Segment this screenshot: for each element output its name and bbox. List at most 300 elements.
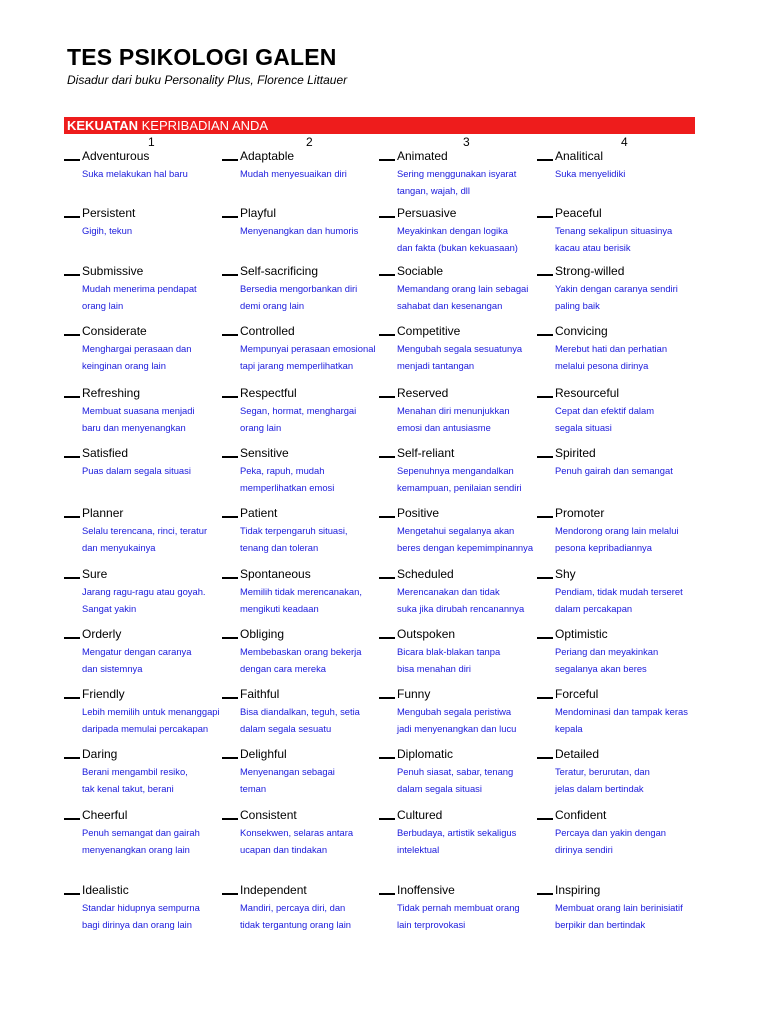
answer-blank[interactable] <box>537 456 553 458</box>
trait-description-line: Percaya dan yakin dengan <box>555 827 667 838</box>
answer-blank[interactable] <box>537 757 553 759</box>
trait-cell <box>240 149 392 183</box>
trait-word: Cheerful <box>82 808 128 822</box>
trait-description-line: Menyenangkan dan humoris <box>240 225 359 236</box>
trait-description-line: Periang dan meyakinkan <box>555 646 659 657</box>
trait-description <box>240 463 392 496</box>
trait-cell <box>555 324 707 374</box>
answer-blank[interactable] <box>222 757 238 759</box>
trait-description <box>397 764 549 797</box>
trait-description-line: Standar hidupnya sempurna <box>82 902 200 913</box>
trait-cell <box>240 808 392 858</box>
trait-word: Refreshing <box>82 386 141 400</box>
trait-description-line: Memandang orang lain sebagai <box>397 283 529 294</box>
trait-cell <box>397 687 549 737</box>
trait-description-line: Cepat dan efektif dalam <box>555 405 655 416</box>
answer-blank[interactable] <box>64 697 80 699</box>
trait-description-line: segala situasi <box>555 421 612 433</box>
trait-description-line: Teratur, berurutan, dan <box>555 766 650 777</box>
section-title-bold: KEKUATAN <box>67 118 139 133</box>
trait-description-line: Yakin dengan caranya sendiri <box>555 283 678 294</box>
answer-blank[interactable] <box>379 334 395 336</box>
trait-cell <box>82 264 234 314</box>
answer-blank[interactable] <box>379 697 395 699</box>
answer-blank[interactable] <box>64 159 80 161</box>
answer-blank[interactable] <box>537 334 553 336</box>
answer-blank[interactable] <box>222 577 238 579</box>
trait-word: Persistent <box>82 206 136 220</box>
trait-word: Competitive <box>397 324 461 338</box>
answer-blank[interactable] <box>222 334 238 336</box>
trait-cell <box>240 386 392 436</box>
trait-description-line: suka jika dirubah rencanannya <box>397 602 525 614</box>
answer-blank[interactable] <box>537 818 553 820</box>
page-title: TES PSIKOLOGI GALEN <box>67 44 337 70</box>
trait-description <box>82 825 234 858</box>
trait-description-line: bisa menahan diri <box>397 662 472 674</box>
trait-description-line: Mengatur dengan caranya <box>82 646 192 657</box>
trait-description <box>397 584 549 617</box>
trait-description-line: kacau atau berisik <box>555 241 631 253</box>
trait-description <box>555 463 707 480</box>
answer-blank[interactable] <box>379 216 395 218</box>
trait-description <box>555 403 707 436</box>
trait-description-line: Peka, rapuh, mudah <box>240 465 325 476</box>
answer-blank[interactable] <box>64 757 80 759</box>
trait-description <box>82 166 234 183</box>
column-number-2: 2 <box>306 135 313 149</box>
trait-word: Submissive <box>82 264 144 278</box>
answer-blank[interactable] <box>379 818 395 820</box>
trait-description-line: Mengubah segala sesuatunya <box>397 343 523 354</box>
trait-description <box>555 166 707 183</box>
trait-description-line: jadi menyenangkan dan lucu <box>397 722 517 734</box>
trait-word: Spontaneous <box>240 567 311 581</box>
answer-blank[interactable] <box>537 637 553 639</box>
trait-cell <box>555 149 707 183</box>
trait-cell <box>555 386 707 436</box>
answer-blank[interactable] <box>64 893 80 895</box>
answer-blank[interactable] <box>64 637 80 639</box>
trait-word: Obliging <box>240 627 285 641</box>
column-number-1: 1 <box>148 135 155 149</box>
trait-word: Delighful <box>240 747 287 761</box>
answer-blank[interactable] <box>379 637 395 639</box>
answer-blank[interactable] <box>379 159 395 161</box>
answer-blank[interactable] <box>64 456 80 458</box>
trait-cell <box>240 627 392 677</box>
answer-blank[interactable] <box>222 516 238 518</box>
trait-description <box>240 644 392 677</box>
trait-description-line: ucapan dan tindakan <box>240 843 328 855</box>
answer-blank[interactable] <box>222 697 238 699</box>
trait-description <box>82 764 234 797</box>
trait-description-line: Suka menyelidiki <box>555 168 626 179</box>
trait-description-line: kemampuan, penilaian sendiri <box>397 481 522 493</box>
trait-description <box>82 223 234 240</box>
trait-description <box>240 523 392 556</box>
trait-description-line: dan menyukainya <box>82 541 156 553</box>
trait-description-line: Bersedia mengorbankan diri <box>240 283 358 294</box>
trait-word: Optimistic <box>555 627 608 641</box>
trait-word: Strong-willed <box>555 264 625 278</box>
trait-description-line: dan sistemnya <box>82 662 143 674</box>
trait-description <box>555 523 707 556</box>
column-number-3: 3 <box>463 135 470 149</box>
answer-blank[interactable] <box>537 396 553 398</box>
trait-description <box>240 704 392 737</box>
trait-cell <box>397 506 549 556</box>
answer-blank[interactable] <box>379 456 395 458</box>
trait-word: Inoffensive <box>397 883 455 897</box>
trait-description <box>82 341 234 374</box>
page-subtitle: Disadur dari buku Personality Plus, Florence Littauer <box>67 73 348 87</box>
trait-description-line: beres dengan kepemimpinannya <box>397 541 534 553</box>
trait-description <box>240 900 392 933</box>
answer-blank[interactable] <box>379 893 395 895</box>
trait-description-line: Mempunyai perasaan emosional <box>240 343 376 354</box>
trait-word: Respectful <box>240 386 297 400</box>
trait-description <box>555 644 707 677</box>
trait-description-line: orang lain <box>82 299 124 311</box>
trait-description <box>555 704 707 737</box>
trait-description-line: Penuh siasat, sabar, tenang <box>397 766 514 777</box>
trait-cell <box>82 324 234 374</box>
trait-description-line: tidak tergantung orang lain <box>240 918 352 930</box>
trait-description-line: Mendorong orang lain melalui <box>555 525 679 536</box>
trait-description-line: dirinya sendiri <box>555 843 613 855</box>
trait-description-line: Merencanakan dan tidak <box>397 586 500 597</box>
trait-cell <box>240 506 392 556</box>
trait-description-line: dalam segala situasi <box>397 782 482 794</box>
trait-description-line: sahabat dan kesenangan <box>397 299 503 311</box>
answer-blank[interactable] <box>537 893 553 895</box>
trait-description-line: Mandiri, percaya diri, dan <box>240 902 346 913</box>
trait-word: Promoter <box>555 506 605 520</box>
trait-description-line: Menahan diri menunjukkan <box>397 405 510 416</box>
trait-word: Sociable <box>397 264 444 278</box>
trait-description-line: Membuat suasana menjadi <box>82 405 195 416</box>
trait-description-line: Sering menggunakan isyarat <box>397 168 517 179</box>
trait-description <box>240 825 392 858</box>
trait-description <box>555 900 707 933</box>
trait-word: Reserved <box>397 386 449 400</box>
answer-blank[interactable] <box>222 274 238 276</box>
trait-description-line: Mudah menyesuaikan diri <box>240 168 347 179</box>
answer-blank[interactable] <box>222 216 238 218</box>
trait-cell <box>555 264 707 314</box>
trait-cell <box>397 324 549 374</box>
answer-blank[interactable] <box>379 757 395 759</box>
trait-cell <box>397 206 549 256</box>
trait-word: Funny <box>397 687 431 701</box>
trait-cell <box>82 687 234 737</box>
trait-cell <box>555 567 707 617</box>
trait-description-line: berpikir dan bertindak <box>555 918 646 930</box>
trait-word: Idealistic <box>82 883 129 897</box>
section-title-rest: KEPRIBADIAN ANDA <box>141 118 269 133</box>
trait-description <box>397 644 549 677</box>
trait-description-line: pesona kepribadiannya <box>555 541 652 553</box>
trait-description-line: Memilih tidak merencanakan, <box>240 586 362 597</box>
trait-description-line: Membuat orang lain berinisiatif <box>555 902 683 913</box>
trait-cell <box>240 567 392 617</box>
answer-blank[interactable] <box>222 818 238 820</box>
answer-blank[interactable] <box>537 697 553 699</box>
trait-description-line: dan fakta (bukan kekuasaan) <box>397 241 518 253</box>
trait-word: Confident <box>555 808 607 822</box>
trait-description <box>82 403 234 436</box>
trait-description-line: Mendominasi dan tampak keras <box>555 706 688 717</box>
trait-cell <box>555 687 707 737</box>
trait-word: Self-reliant <box>397 446 455 460</box>
trait-word: Convicing <box>555 324 608 338</box>
trait-description-line: teman <box>240 782 267 794</box>
trait-description-line: Pendiam, tidak mudah terseret <box>555 586 683 597</box>
answer-blank[interactable] <box>222 893 238 895</box>
trait-cell <box>397 567 549 617</box>
trait-cell <box>82 808 234 858</box>
answer-blank[interactable] <box>222 159 238 161</box>
trait-description-line: Tenang sekalipun situasinya <box>555 225 673 236</box>
trait-description-line: intelektual <box>397 843 440 855</box>
answer-blank[interactable] <box>64 818 80 820</box>
trait-description-line: Selalu terencana, rinci, teratur <box>82 525 208 536</box>
trait-description <box>555 223 707 256</box>
trait-word: Friendly <box>82 687 125 701</box>
trait-description-line: jelas dalam bertindak <box>555 782 644 794</box>
trait-description <box>397 900 549 933</box>
trait-cell <box>555 808 707 858</box>
trait-cell <box>555 627 707 677</box>
answer-blank[interactable] <box>64 516 80 518</box>
trait-description <box>240 223 392 240</box>
answer-blank[interactable] <box>379 274 395 276</box>
trait-word: Diplomatic <box>397 747 454 761</box>
trait-description-line: Lebih memilih untuk menanggapi <box>82 706 220 717</box>
trait-description-line: bagi dirinya dan orang lain <box>82 918 192 930</box>
answer-blank[interactable] <box>64 396 80 398</box>
trait-description-line: memperlihatkan emosi <box>240 481 335 493</box>
trait-description-line: Mudah menerima pendapat <box>82 283 197 294</box>
trait-word: Faithful <box>240 687 280 701</box>
trait-description-line: lain terprovokasi <box>397 918 466 930</box>
trait-word: Sure <box>82 567 108 581</box>
trait-description-line: Jarang ragu-ragu atau goyah. <box>82 586 206 597</box>
answer-blank[interactable] <box>537 516 553 518</box>
answer-blank[interactable] <box>222 637 238 639</box>
trait-description-line: Tidak terpengaruh situasi, <box>240 525 348 536</box>
answer-blank[interactable] <box>379 577 395 579</box>
trait-description-line: Menyenangan sebagai <box>240 766 335 777</box>
trait-cell <box>397 747 549 797</box>
trait-cell <box>82 883 234 933</box>
trait-description <box>82 704 234 737</box>
trait-description <box>397 341 549 374</box>
trait-description <box>240 584 392 617</box>
trait-word: Orderly <box>82 627 122 641</box>
answer-blank[interactable] <box>64 334 80 336</box>
trait-cell <box>82 627 234 677</box>
trait-description-line: tapi jarang memperlihatkan <box>240 359 354 371</box>
trait-description <box>240 281 392 314</box>
trait-word: Adventurous <box>82 149 150 163</box>
trait-description-line: dalam percakapan <box>555 602 633 614</box>
trait-description <box>240 341 392 374</box>
trait-description-line: Tidak pernah membuat orang <box>397 902 520 913</box>
trait-description-line: keinginan orang lain <box>82 359 166 371</box>
trait-cell <box>397 386 549 436</box>
trait-cell <box>397 149 549 199</box>
trait-word: Persuasive <box>397 206 457 220</box>
trait-description-line: tak kenal takut, berani <box>82 782 174 794</box>
trait-cell <box>240 446 392 496</box>
trait-description-line: Penuh gairah dan semangat <box>555 465 673 476</box>
trait-description-line: Mengetahui segalanya akan <box>397 525 515 536</box>
trait-cell <box>397 627 549 677</box>
answer-blank[interactable] <box>64 577 80 579</box>
trait-description <box>555 341 707 374</box>
trait-description-line: Meyakinkan dengan logika <box>397 225 509 236</box>
trait-cell <box>82 149 234 183</box>
trait-cell <box>555 883 707 933</box>
trait-word: Outspoken <box>397 627 456 641</box>
trait-word: Self-sacrificing <box>240 264 319 278</box>
trait-description-line: kepala <box>555 722 583 734</box>
trait-word: Considerate <box>82 324 147 338</box>
trait-word: Scheduled <box>397 567 454 581</box>
trait-word: Shy <box>555 567 576 581</box>
trait-description <box>397 463 549 496</box>
trait-description <box>397 281 549 314</box>
answer-blank[interactable] <box>222 456 238 458</box>
answer-blank[interactable] <box>537 274 553 276</box>
trait-description-line: menyenangkan orang lain <box>82 843 190 855</box>
trait-description-line: dengan cara mereka <box>240 662 326 674</box>
trait-description-line: melalui pesona dirinya <box>555 359 649 371</box>
trait-description-line: tenang dan toleran <box>240 541 319 553</box>
trait-word: Sensitive <box>240 446 289 460</box>
trait-description <box>397 523 549 556</box>
trait-cell <box>397 446 549 496</box>
trait-description-line: Penuh semangat dan gairah <box>82 827 200 838</box>
trait-description <box>82 900 234 933</box>
trait-cell <box>240 264 392 314</box>
trait-cell <box>240 747 392 797</box>
trait-word: Consistent <box>240 808 297 822</box>
trait-description <box>82 584 234 617</box>
trait-cell <box>240 687 392 737</box>
trait-word: Adaptable <box>240 149 295 163</box>
trait-description-line: paling baik <box>555 299 600 311</box>
trait-word: Cultured <box>397 808 443 822</box>
trait-cell <box>82 206 234 240</box>
trait-description <box>397 166 549 199</box>
trait-word: Positive <box>397 506 440 520</box>
trait-description-line: dalam segala sesuatu <box>240 722 332 734</box>
trait-description <box>82 281 234 314</box>
trait-cell <box>397 883 549 933</box>
trait-cell <box>82 386 234 436</box>
trait-description-line: orang lain <box>240 421 282 433</box>
trait-description-line: Mengubah segala peristiwa <box>397 706 512 717</box>
trait-word: Inspiring <box>555 883 601 897</box>
trait-description <box>397 704 549 737</box>
trait-description-line: emosi dan antusiasme <box>397 421 491 433</box>
trait-word: Playful <box>240 206 277 220</box>
trait-description <box>240 403 392 436</box>
answer-blank[interactable] <box>537 216 553 218</box>
trait-word: Controlled <box>240 324 295 338</box>
trait-cell <box>555 506 707 556</box>
trait-cell <box>82 506 234 556</box>
trait-description-line: Segan, hormat, menghargai <box>240 405 357 416</box>
trait-description-line: daripada memulai percakapan <box>82 722 209 734</box>
trait-description <box>82 463 234 480</box>
trait-description <box>82 523 234 556</box>
trait-description-line: Sangat yakin <box>82 602 137 614</box>
trait-description <box>555 764 707 797</box>
column-number-4: 4 <box>621 135 628 149</box>
trait-cell <box>555 747 707 797</box>
trait-word: Forceful <box>555 687 599 701</box>
trait-description-line: Menghargai perasaan dan <box>82 343 192 354</box>
trait-description-line: baru dan menyenangkan <box>82 421 186 433</box>
trait-word: Satisfied <box>82 446 129 460</box>
trait-cell <box>397 264 549 314</box>
trait-cell <box>397 808 549 858</box>
trait-description <box>397 223 549 256</box>
trait-description-line: Merebut hati dan perhatian <box>555 343 668 354</box>
answer-blank[interactable] <box>379 396 395 398</box>
answer-blank[interactable] <box>64 274 80 276</box>
trait-word: Animated <box>397 149 448 163</box>
trait-cell <box>555 206 707 256</box>
trait-cell <box>82 747 234 797</box>
trait-description-line: Bicara blak-blakan tanpa <box>397 646 501 657</box>
trait-description-line: Membebaskan orang bekerja <box>240 646 362 657</box>
trait-description-line: Gigih, tekun <box>82 225 133 236</box>
trait-description <box>240 166 392 183</box>
trait-cell <box>82 567 234 617</box>
trait-cell <box>240 883 392 933</box>
trait-description-line: Bisa diandalkan, teguh, setia <box>240 706 360 717</box>
answer-blank[interactable] <box>222 396 238 398</box>
trait-description-line: demi orang lain <box>240 299 305 311</box>
trait-word: Detailed <box>555 747 600 761</box>
answer-blank[interactable] <box>379 516 395 518</box>
trait-word: Peaceful <box>555 206 602 220</box>
trait-word: Resourceful <box>555 386 620 400</box>
trait-description <box>555 281 707 314</box>
trait-description <box>82 644 234 677</box>
trait-word: Patient <box>240 506 278 520</box>
trait-word: Planner <box>82 506 124 520</box>
trait-description-line: Berani mengambil resiko, <box>82 766 188 777</box>
answer-blank[interactable] <box>64 216 80 218</box>
trait-cell <box>240 324 392 374</box>
trait-description <box>555 584 707 617</box>
answer-blank[interactable] <box>537 577 553 579</box>
trait-cell <box>240 206 392 240</box>
trait-description-line: mengikuti keadaan <box>240 602 319 614</box>
trait-description <box>555 825 707 858</box>
trait-word: Daring <box>82 747 118 761</box>
trait-description-line: segalanya akan beres <box>555 662 647 674</box>
trait-word: Spirited <box>555 446 596 460</box>
trait-description-line: Sepenuhnya mengandalkan <box>397 465 514 476</box>
answer-blank[interactable] <box>537 159 553 161</box>
